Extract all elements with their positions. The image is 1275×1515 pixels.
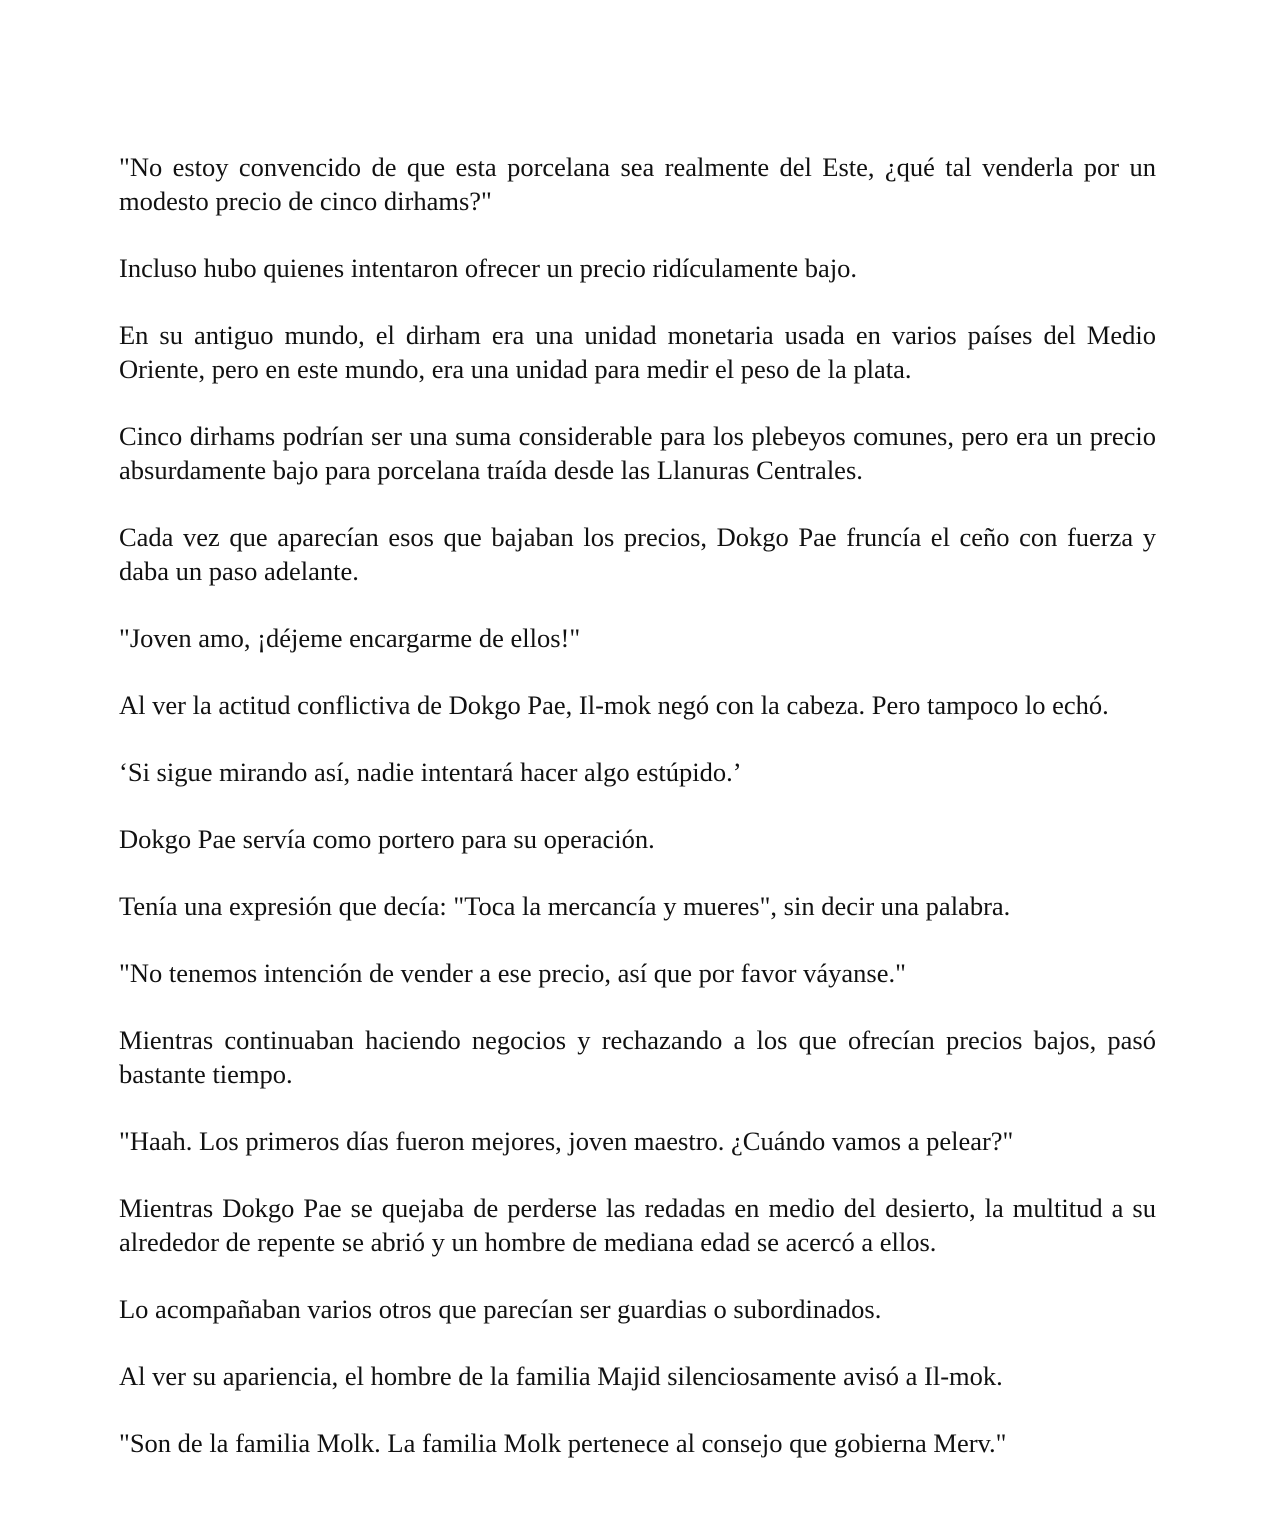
paragraph-14: Mientras Dokgo Pae se quejaba de perderse las redadas en medio del desierto, la multitud a su alrededor de repente se abrió y un hombre de mediana edad se acercó a ellos. [119, 1193, 1156, 1257]
paragraph-5: Cada vez que aparecían esos que bajaban los precios, Dokgo Pae fruncía el ceño con fuerza y daba un paso adelante. [119, 522, 1156, 586]
paragraph-2: Incluso hubo quienes intentaron ofrecer un precio ridículamente bajo. [119, 253, 858, 283]
paragraph-6: "Joven amo, ¡déjeme encargarme de ellos!" [119, 623, 581, 653]
paragraph-10: Tenía una expresión que decía: "Toca la mercancía y mueres", sin decir una palabra. [119, 891, 1011, 921]
paragraph-12: Mientras continuaban haciendo negocios y rechazando a los que ofrecían precios bajos, pasó bastante tiempo. [119, 1025, 1156, 1089]
paragraph-4: Cinco dirhams podrían ser una suma considerable para los plebeyos comunes, pero era un precio absurdamente bajo para porcelana traída desde las Llanuras Centrales. [119, 421, 1156, 485]
document-body [119, 150, 1156, 1493]
paragraph-8: ‘Si sigue mirando así, nadie intentará hacer algo estúpido.’ [119, 757, 742, 787]
paragraph-9: Dokgo Pae servía como portero para su operación. [119, 824, 655, 854]
paragraph-11: "No tenemos intención de vender a ese precio, así que por favor váyanse." [119, 958, 906, 988]
paragraph-15: Lo acompañaban varios otros que parecían ser guardias o subordinados. [119, 1294, 882, 1324]
paragraph-13: "Haah. Los primeros días fueron mejores, joven maestro. ¿Cuándo vamos a pelear?" [119, 1126, 1014, 1156]
paragraph-17: "Son de la familia Molk. La familia Molk pertenece al consejo que gobierna Merv." [119, 1428, 1007, 1458]
paragraph-16: Al ver su apariencia, el hombre de la familia Majid silenciosamente avisó a Il-mok. [119, 1361, 1003, 1391]
paragraph-1: "No estoy convencido de que esta porcelana sea realmente del Este, ¿qué tal venderla por un modesto precio de cinco dirhams?" [119, 152, 1156, 216]
paragraph-3: En su antiguo mundo, el dirham era una unidad monetaria usada en varios países del Medio Oriente, pero en este mundo, era una unidad para medir el peso de la plata. [119, 320, 1156, 384]
paragraph-7: Al ver la actitud conflictiva de Dokgo Pae, Il-mok negó con la cabeza. Pero tampoco lo echó. [119, 690, 1109, 720]
